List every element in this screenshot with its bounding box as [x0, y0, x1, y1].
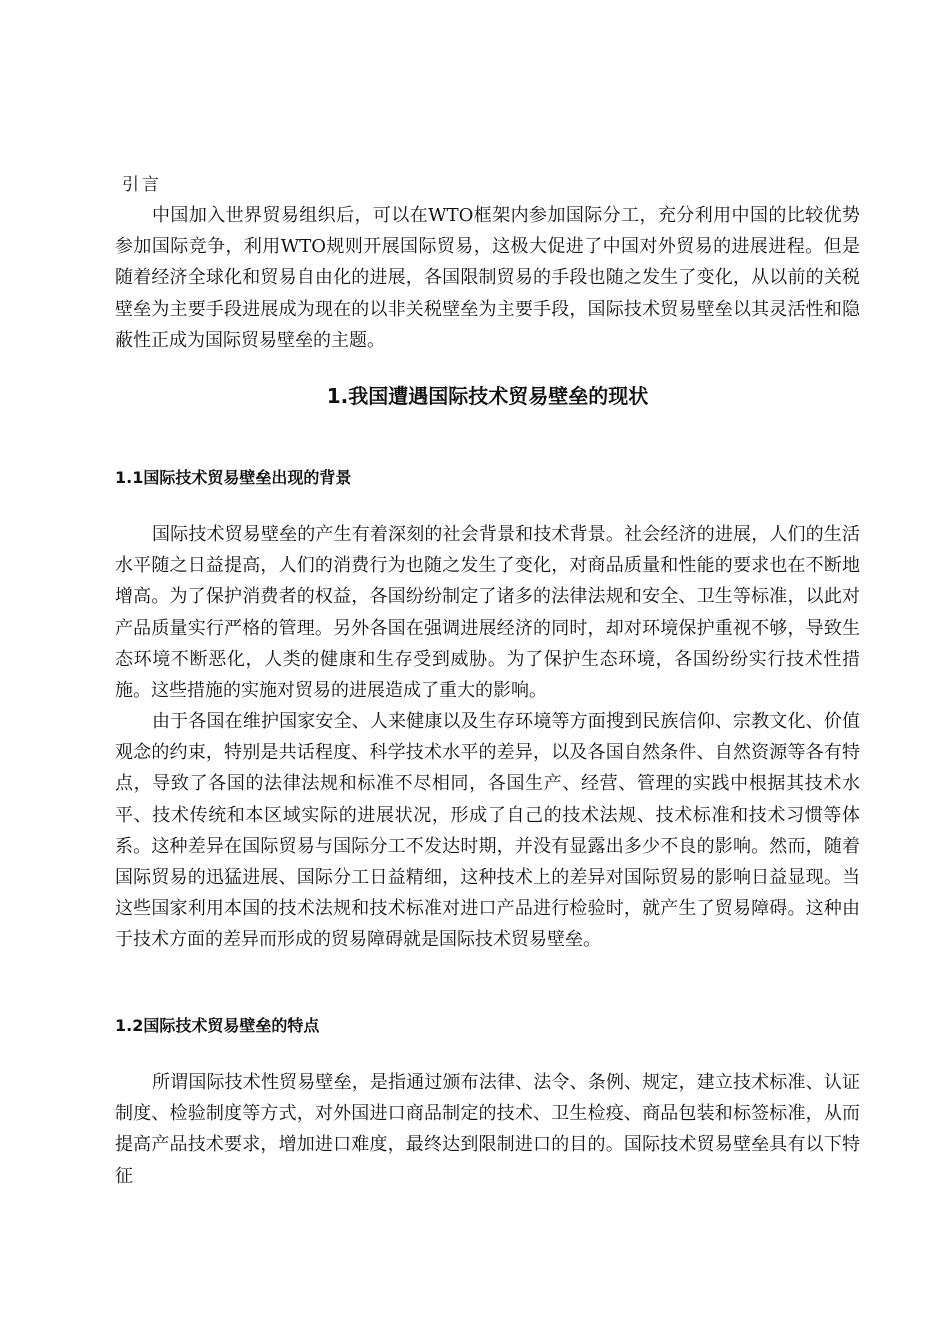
- section-1-1-heading: 1.1国际技术贸易壁垒出现的背景: [115, 468, 352, 487]
- section-1-1-paragraph-2: 由于各国在维护国家安全、人来健康以及生存环境等方面搜到民族信仰、宗教文化、价值观念的约束，特别是共话程度、科学技术水平的差异，以及各国自然条件、自然资源等各有特点，导致了各国的法律法规和标准不尽相同，各国生产、经营、管理的实践中根据其技术水平、技术传统和本区域实际的进展状况，形成了自己的技术法规、技术标准和技术习惯等体系。这种差异在国际贸易与国际分工不发达时期，并没有显露出多少不良的影响。然而，随着国际贸易的迅猛进展、国际分工日益精细，这种技术上的差异对国际贸易的影响日益显现。当这些国家利用本国的技术法规和技术标准对进口产品进行检验时，就产生了贸易障碍。这种由于技术方面的差异而形成的贸易障碍就是国际技术贸易壁垒。: [115, 711, 860, 951]
- intro-paragraph: 中国加入世界贸易组织后，可以在WTO框架内参加国际分工，充分利用中国的比较优势参加国际竞争，利用WTO规则开展国际贸易，这极大促进了中国对外贸易的进展进程。但是随着经济全球化和贸易自由化的进展，各国限制贸易的手段也随之发生了变化，从以前的关税壁垒为主要手段进展成为现在的以非关税壁垒为主要手段，国际技术贸易壁垒以其灵活性和隐蔽性正成为国际贸易壁垒的主题。: [115, 205, 860, 351]
- section-1-2-paragraph-1: 所谓国际技术性贸易壁垒，是指通过颁布法律、法令、条例、规定，建立技术标准、认证制度、检验制度等方式，对外国进口商品制定的技术、卫生检疫、商品包装和标签标准，从而提高产品技术要求，增加进口难度，最终达到限制进口的目的。国际技术贸易壁垒具有以下特征: [115, 1072, 860, 1187]
- section-1-1-paragraph-1: 国际技术贸易壁垒的产生有着深刻的社会背景和技术背景。社会经济的进展，人们的生活水平随之日益提高，人们的消费行为也随之发生了变化，对商品质量和性能的要求也在不断地增高。为了保护消费者的权益，各国纷纷制定了诸多的法律法规和安全、卫生等标准，以此对产品质量实行严格的管理。另外各国在强调进展经济的同时，却对环境保护重视不够，导致生态环境不断恶化，人类的健康和生存受到威胁。为了保护生态环境，各国纷纷实行技术性措施。这些措施的实施对贸易的进展造成了重大的影响。: [115, 524, 860, 702]
- section-1-2-heading: 1.2国际技术贸易壁垒的特点: [115, 1016, 320, 1035]
- intro-label: 引言: [122, 175, 162, 195]
- section-1-heading: 1.我国遭遇国际技术贸易壁垒的现状: [326, 384, 649, 408]
